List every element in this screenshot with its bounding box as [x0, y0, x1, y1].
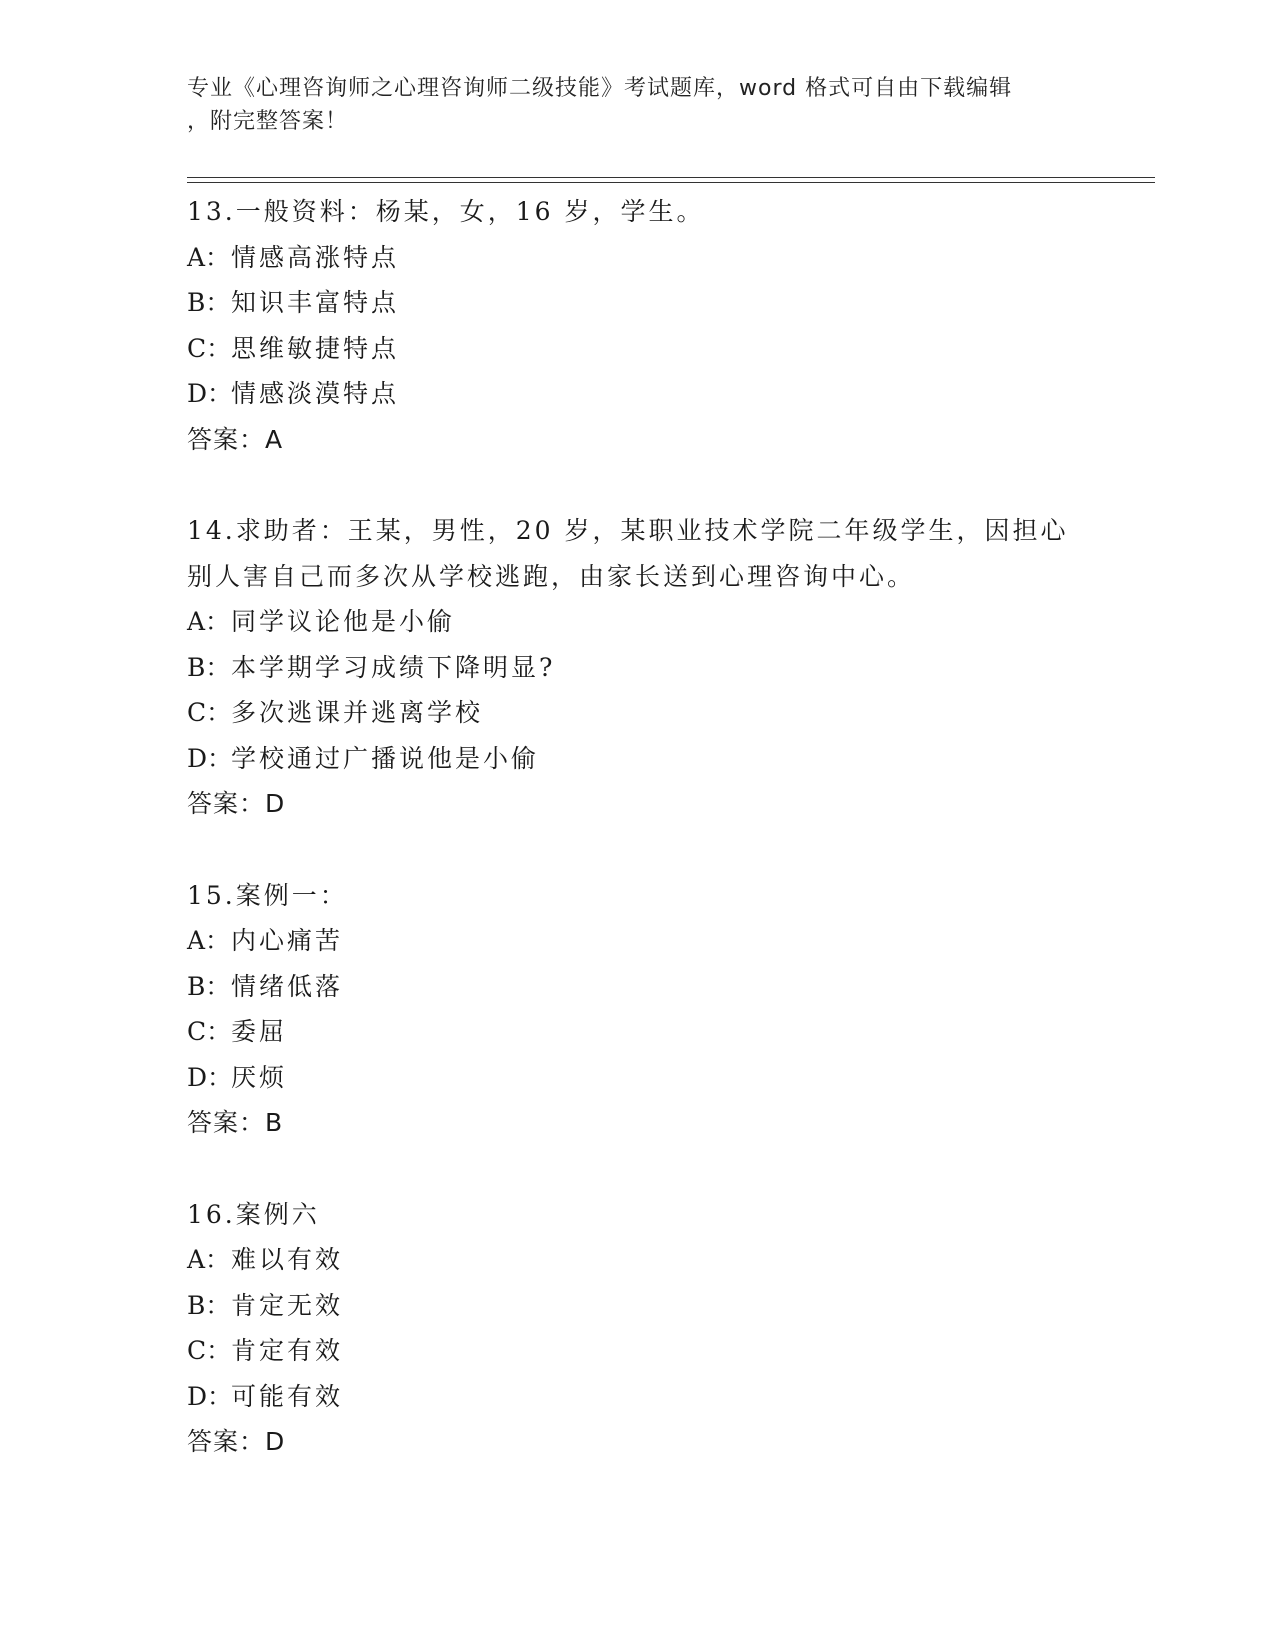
option-c [187, 1009, 1107, 1055]
question-stem: 15.案例一： [187, 880, 348, 910]
option-letter: D： [187, 379, 233, 408]
option-letter: A： [187, 242, 231, 272]
option-c [187, 690, 1107, 736]
option-text: 同学议论他是小偷 [231, 607, 456, 636]
option-c [187, 1328, 1107, 1374]
option-text: 情感高涨特点 [231, 242, 400, 272]
option-letter: B： [187, 288, 231, 317]
option-text: 情感淡漠特点 [231, 379, 400, 408]
option-b [187, 964, 1107, 1010]
option-text: 难以有效 [231, 1245, 344, 1274]
option-text: 肯定无效 [231, 1290, 344, 1320]
question-stem: 14.求助者：王某，男性，20 岁，某职业技术学院二年级学生，因担心 [187, 516, 1069, 545]
option-letter: D： [187, 1381, 233, 1411]
option-letter: D： [187, 1062, 233, 1092]
header-line-2: ，附完整答案！ [187, 109, 349, 134]
option-text: 学校通过广播说他是小偷 [231, 743, 540, 773]
option-letter: B： [187, 971, 231, 1001]
option-a [187, 599, 1107, 645]
question-14 [187, 508, 1107, 827]
option-text: 肯定有效 [231, 1336, 344, 1365]
option-text: 厌烦 [231, 1062, 288, 1092]
option-a [187, 1237, 1107, 1283]
option-letter: C： [187, 698, 232, 727]
option-letter: D： [187, 743, 233, 773]
option-text: 知识丰富特点 [231, 288, 400, 317]
option-letter: C： [187, 1336, 232, 1365]
header-divider-top [187, 177, 1155, 178]
option-text: 可能有效 [231, 1381, 344, 1411]
question-stem: 16.案例六 [187, 1199, 320, 1229]
option-b [187, 645, 1107, 691]
question-stem-continued: 别人害自己而多次从学校逃跑，由家长送到心理咨询中心。 [187, 561, 916, 591]
question-stem: 13.一般资料：杨某，女，16 岁，学生。 [187, 197, 705, 226]
option-d [187, 371, 1107, 417]
option-letter: A： [187, 1245, 231, 1274]
option-a [187, 235, 1107, 281]
option-letter: C： [187, 333, 232, 363]
document-header [187, 72, 1087, 138]
option-c [187, 326, 1107, 372]
option-d [187, 736, 1107, 782]
option-b [187, 1283, 1107, 1329]
option-letter: A： [187, 926, 231, 955]
question-16 [187, 1192, 1107, 1465]
option-text: 内心痛苦 [231, 926, 344, 955]
option-letter: A： [187, 607, 231, 636]
option-letter: B： [187, 652, 231, 682]
option-letter: B： [187, 1290, 231, 1320]
answer-line: 答案：A [187, 424, 284, 454]
answer-line: 答案：D [187, 1427, 286, 1456]
option-letter: C： [187, 1017, 232, 1046]
answer-line: 答案：B [187, 1108, 284, 1137]
option-text: 情绪低落 [231, 971, 344, 1001]
option-text: 多次逃课并逃离学校 [231, 698, 484, 727]
header-divider-bottom [187, 182, 1155, 183]
option-text: 本学期学习成绩下降明显? [231, 652, 556, 682]
option-text: 委屈 [231, 1017, 288, 1046]
question-13 [187, 189, 1107, 462]
option-d [187, 1374, 1107, 1420]
question-list [187, 189, 1107, 1511]
option-a [187, 918, 1107, 964]
question-15 [187, 873, 1107, 1146]
option-d [187, 1055, 1107, 1101]
header-line-1: 专业《心理咨询师之心理咨询师二级技能》考试题库，word 格式可自由下载编辑 [187, 76, 1013, 101]
answer-line: 答案：D [187, 789, 286, 818]
option-b [187, 280, 1107, 326]
option-text: 思维敏捷特点 [231, 333, 400, 363]
